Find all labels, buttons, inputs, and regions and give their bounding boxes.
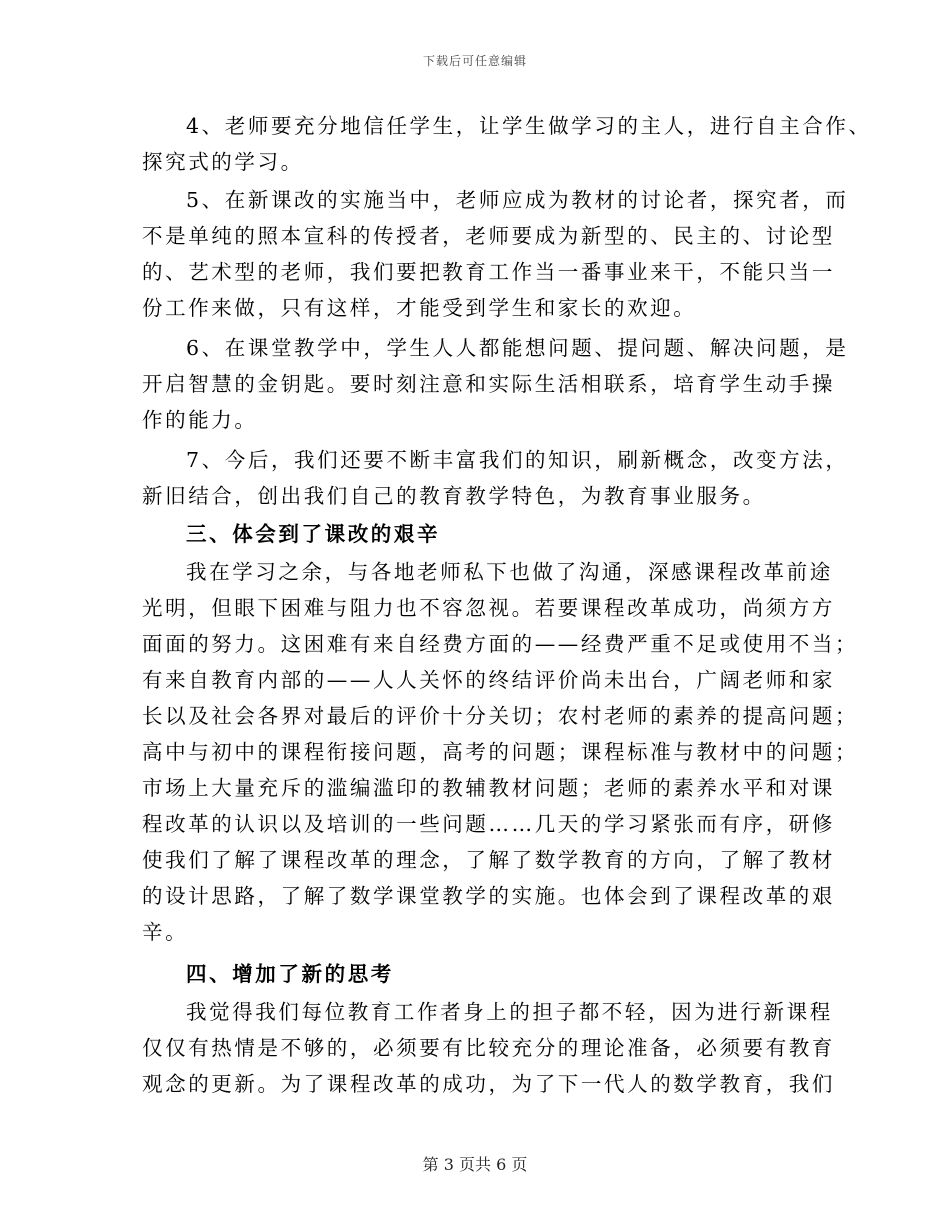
paragraph-line: 长以及社会各界对最后的评价十分关切；农村老师的素养的提高问题； <box>142 704 859 728</box>
paragraph-line: 不是单纯的照本宣科的传授者，老师要成为新型的、民主的、讨论型 <box>142 224 835 248</box>
paragraph-line: 光明，但眼下困难与阻力也不容忽视。若要课程改革成功，尚须方方 <box>142 596 835 620</box>
paragraph-line: 的设计思路，了解了数学课堂教学的实施。也体会到了课程改革的艰 <box>142 884 835 908</box>
paragraph-line: 市场上大量充斥的滥编滥印的教辅教材问题；老师的素养水平和对课 <box>142 776 835 800</box>
paragraph-line: 面面的努力。这困难有来自经费方面的——经费严重不足或使用不当； <box>142 632 859 656</box>
paragraph-line: 的、艺术型的老师，我们要把教育工作当一番事业来干，不能只当一 <box>142 260 835 284</box>
paragraph-line: 份工作来做，只有这样，才能受到学生和家长的欢迎。 <box>142 296 697 320</box>
paragraph-line: 我觉得我们每位教育工作者身上的担子都不轻，因为进行新课程 <box>186 1000 833 1024</box>
paragraph-line: 4、老师要充分地信任学生，让学生做学习的主人，进行自主合作、 <box>186 114 872 138</box>
paragraph-line: 有来自教育内部的——人人关怀的终结评价尚未出台，广阔老师和家 <box>142 668 835 692</box>
section-heading: 三、体会到了课改的艰辛 <box>186 522 441 546</box>
paragraph-line: 5、在新课改的实施当中，老师应成为教材的讨论者，探究者，而 <box>186 188 849 212</box>
paragraph-line: 辛。 <box>142 920 189 944</box>
paragraph-line: 使我们了解了课程改革的理念，了解了数学教育的方向，了解了教材 <box>142 848 835 872</box>
page-number: 第 3 页共 6 页 <box>422 1155 528 1174</box>
section-heading: 四、增加了新的思考 <box>186 962 394 986</box>
paragraph-line: 7、今后，我们还要不断丰富我们的知识，刷新概念，改变方法， <box>186 448 849 472</box>
paragraph-line: 开启智慧的金钥匙。要时刻注意和实际生活相联系，培育学生动手操 <box>142 372 835 396</box>
paragraph-line: 探究式的学习。 <box>142 150 304 174</box>
paragraph-line: 高中与初中的课程衔接问题，高考的问题；课程标准与教材中的问题； <box>142 740 859 764</box>
paragraph-line: 观念的更新。为了课程改革的成功，为了下一代人的数学教育，我们 <box>142 1072 835 1096</box>
paragraph-line: 仅仅有热情是不够的，必须要有比较充分的理论准备，必须要有教育 <box>142 1036 835 1060</box>
paragraph-line: 程改革的认识以及培训的一些问题……几天的学习紧张而有序，研修 <box>142 812 835 836</box>
paragraph-line: 6、在课堂教学中，学生人人都能想问题、提问题、解决问题，是 <box>186 336 849 360</box>
paragraph-line: 我在学习之余，与各地老师私下也做了沟通，深感课程改革前途 <box>186 560 833 584</box>
paragraph-line: 作的能力。 <box>142 408 258 432</box>
page-header-note: 下载后可任意编辑 <box>422 54 527 68</box>
paragraph-line: 新旧结合，创出我们自己的教育教学特色，为教育事业服务。 <box>142 484 766 508</box>
